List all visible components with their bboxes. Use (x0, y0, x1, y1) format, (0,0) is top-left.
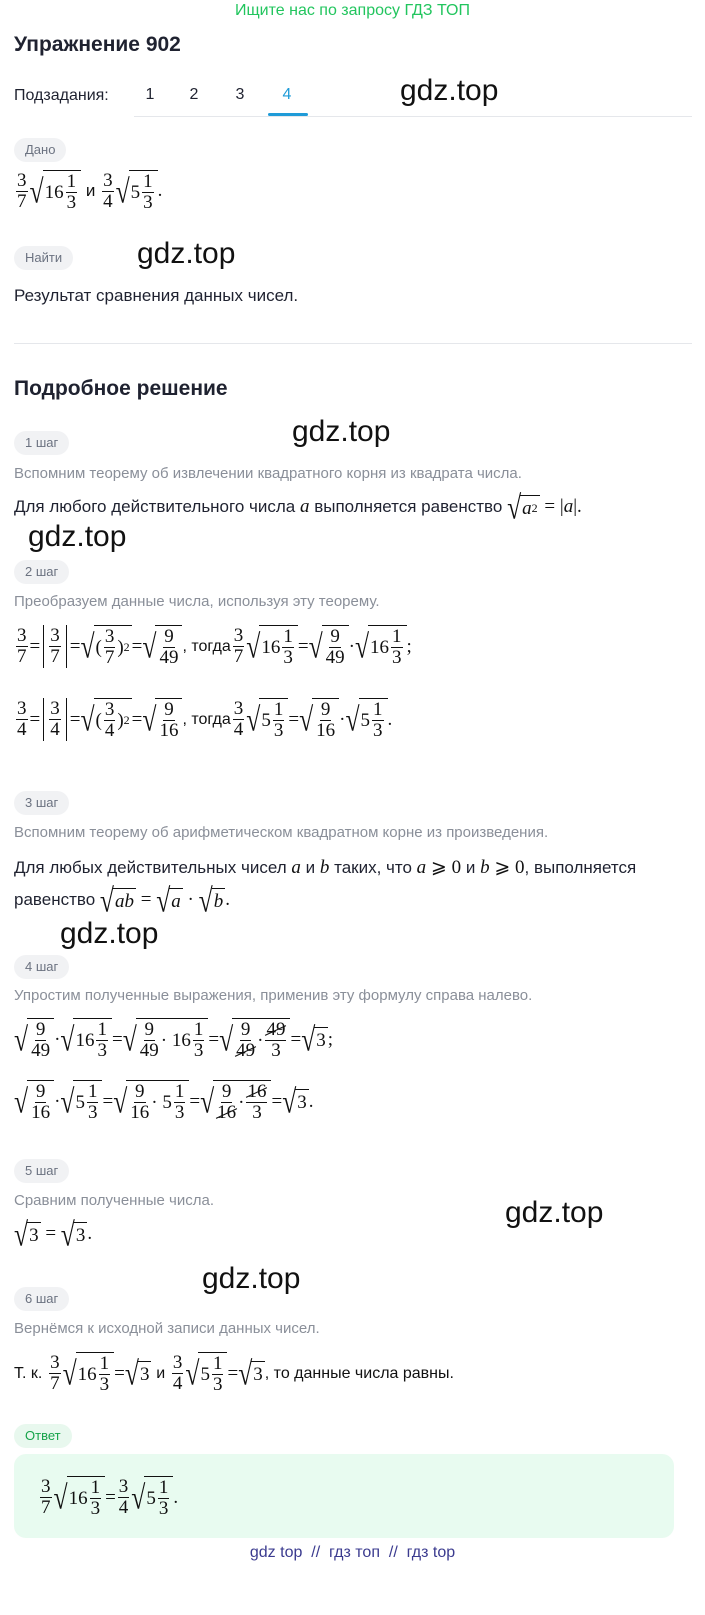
given-expression: $\frac{3}{7}$ √ 16 $\frac{1}{3}$ и $\frac{3}{4}$ √ 5 $\frac{1}{3}$ . (17, 170, 163, 213)
step-badge: 2 шаг (14, 560, 69, 584)
watermark: gdz.top (400, 74, 499, 107)
footer-links[interactable]: gdz top // гдз топ // гдз top (249, 1544, 456, 1561)
watermark: gdz.top (60, 917, 159, 950)
step-hint: Вернёмся к исходной записи данных чисел. (14, 1320, 320, 1337)
promo-banner[interactable]: Ищите нас по запросу ГДЗ ТОП (235, 2, 470, 19)
find-badge: Найти (14, 246, 73, 270)
find-text: Результат сравнения данных чисел. (14, 286, 299, 305)
step-hint: Вспомним теорему об арифметическом квадратном корне из произведения. (14, 824, 549, 841)
step-2-line-2: $\frac{3}{4}$ = $\frac{3}{4}$ = √ ( $\frac{3}{4}$ ) 2 = √ $\frac{9}{16}$ , тогда $\frac{3}{4}$ √ 5 $\frac{1}{3}$ = √ $\frac{9}{16}$ · √ 5 $\frac{1}{3}$ . (17, 698, 393, 741)
step-badge: 1 шаг (14, 431, 69, 455)
step-text: равенство √ ab = √ a · √ b . (14, 881, 230, 920)
watermark: gdz.top (202, 1262, 301, 1295)
given-badge: Дано (14, 138, 66, 162)
step-badge: 4 шаг (14, 955, 69, 979)
subtasks-label: Подзадания: (14, 87, 109, 104)
step-badge: 5 шаг (14, 1159, 69, 1183)
watermark: gdz.top (28, 520, 127, 553)
step-5-expression: √ 3 = √ 3 . (14, 1215, 93, 1254)
divider (14, 343, 692, 344)
tab-2[interactable]: 2 (189, 86, 199, 103)
tab-3[interactable]: 3 (235, 86, 245, 103)
step-hint: Вспомним теорему об извлечении квадратного корня из квадрата числа. (14, 465, 522, 482)
step-text: Для любых действительных чисел a и b таких, что a ⩾ 0 и b ⩾ 0, выполняется (14, 857, 637, 878)
watermark: gdz.top (137, 237, 236, 270)
page-title: Упражнение 902 (14, 33, 181, 56)
step-2-line-1: $\frac{3}{7}$ = $\frac{3}{7}$ = √ ( $\frac{3}{7}$ ) 2 = √ $\frac{9}{49}$ , тогда $\frac{3}{7}$ √ 16 $\frac{1}{3}$ = √ $\frac{9}{49}$ · √ 16 $\frac{1}{3}$ ; (17, 625, 412, 668)
active-tab-indicator (268, 113, 308, 116)
answer-badge: Ответ (14, 1424, 72, 1448)
watermark: gdz.top (505, 1196, 604, 1229)
step-hint: Сравним полученные числа. (14, 1192, 214, 1209)
step-text: Для любого действительного числа a выполняется равенство √ a 2 = |a|. (14, 488, 582, 527)
step-badge: 3 шаг (14, 791, 69, 815)
answer-expression: $\frac{3}{7}$ √ 16 $\frac{1}{3}$ = $\frac{3}{4}$ √ 5 $\frac{1}{3}$ . (41, 1476, 179, 1519)
tab-1[interactable]: 1 (145, 86, 155, 103)
step-hint: Преобразуем данные числа, используя эту теорему. (14, 593, 380, 610)
step-4-line-2: √ $\frac{9}{16}$ · √ 5 $\frac{1}{3}$ = √ $\frac{9}{16}$ · 5 $\frac{1}{3}$ = √ $\frac{9}{16}$ · $\frac{16}{3}$ = √ 3 . (14, 1081, 314, 1123)
step-hint: Упростим полученные выражения, применив эту формулу справа налево. (14, 987, 533, 1004)
solution-title: Подробное решение (14, 377, 228, 400)
tab-4[interactable]: 4 (282, 86, 292, 103)
watermark: gdz.top (292, 415, 391, 448)
step-badge: 6 шаг (14, 1287, 69, 1311)
step-6-expression: Т. к. $\frac{3}{7}$ √ 16 $\frac{1}{3}$ = √ 3 и $\frac{3}{4}$ √ 5 $\frac{1}{3}$ = √ 3 , то данные числа равны. (14, 1352, 454, 1395)
step-4-line-1: √ $\frac{9}{49}$ · √ 16 $\frac{1}{3}$ = √ $\frac{9}{49}$ · 16 $\frac{1}{3}$ = √ $\frac{9}{49}$ · $\frac{49}{3}$ = √ 3 ; (14, 1019, 334, 1061)
